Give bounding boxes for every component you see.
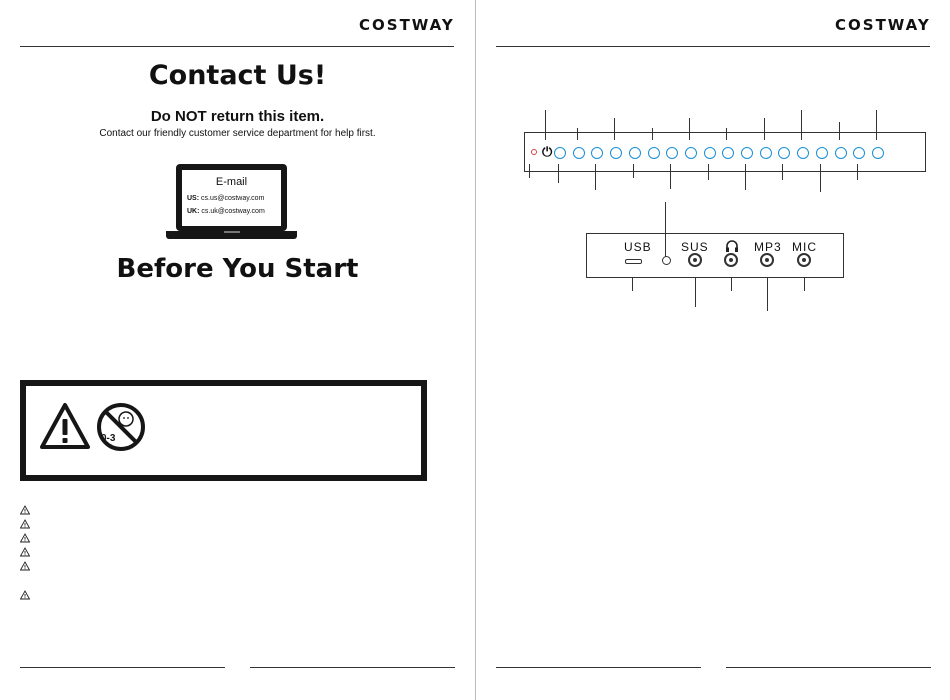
small-warning-icon [20,547,30,557]
control-button [853,147,865,159]
callout-down [595,164,596,190]
before-you-start-title: Before You Start [116,254,359,284]
control-panel-strip [524,132,926,172]
email-us [187,195,264,202]
control-button [704,147,716,159]
callout-mic [804,278,805,291]
small-warning-icon [20,533,30,543]
sus-label: SUS [681,240,709,254]
age-label: 0-3 [101,433,116,444]
power-icon: ⏻ [542,144,553,159]
mic-jack [797,253,811,267]
callout-down [820,164,821,192]
contact-title: Contact Us! [148,60,327,91]
callout-down [857,164,858,180]
email-uk [187,208,265,215]
control-button [666,147,678,159]
usb-port [625,259,642,264]
callout-reset [665,202,666,257]
callout-up [577,128,578,140]
control-button [573,147,585,159]
callout-down [708,164,709,180]
callout-down [745,164,746,190]
callout-up [764,118,765,140]
small-warning-icon [20,590,30,600]
small-warning-icon [20,505,30,515]
control-button [554,147,566,159]
callout-usb [632,278,633,291]
footer-rule [726,667,931,668]
callout-up [801,110,802,140]
warning-box [20,380,427,481]
small-warning-icon [20,519,30,529]
footer-rule [496,667,701,668]
control-button [648,147,660,159]
callout-up [545,110,546,140]
callout-down [558,164,559,183]
control-button [591,147,603,159]
no-children-under-3-icon [96,402,146,452]
callout-up [876,110,877,140]
mp3-label: MP3 [754,240,782,254]
do-not-return-heading: Do NOT return this item. [150,108,325,125]
email-uk-address: cs.uk@costway.com [201,208,265,215]
callout-up [614,118,615,140]
email-title: E-mail [215,176,248,188]
email-uk-label: UK: [187,208,200,215]
control-button [835,147,847,159]
right-page [476,0,950,700]
control-button [778,147,790,159]
headphone-icon [725,239,739,253]
brand-logo: COSTWAY [359,16,455,34]
callout-up [726,128,727,140]
email-display [182,170,281,226]
callout-sus [695,278,696,307]
control-button [872,147,884,159]
callout-down [670,164,671,189]
mic-label: MIC [792,240,817,254]
email-us-address: cs.us@costway.com [201,195,265,202]
power-led [531,149,537,155]
header-rule [20,46,454,47]
usb-label: USB [624,240,652,254]
contact-subtitle: Contact our friendly customer service department for help first. [99,128,376,139]
callout-up [839,122,840,140]
mp3-jack [760,253,774,267]
control-button [610,147,622,159]
email-us-label: US: [187,195,200,202]
control-button [760,147,772,159]
callout-up [689,118,690,140]
callout-up [652,128,653,140]
callout-mp3 [767,278,768,311]
control-button [629,147,641,159]
callout-headphone [731,278,732,291]
header-rule [496,46,930,47]
control-button [722,147,734,159]
headphone-jack [724,253,738,267]
callout-down [633,164,634,178]
reset-hole [662,256,671,265]
warning-triangle-icon [40,402,90,450]
control-button [797,147,809,159]
small-warning-icon [20,561,30,571]
laptop-notch [224,231,240,233]
callout-down [782,164,783,180]
footer-rule [250,667,455,668]
control-button [741,147,753,159]
brand-logo: COSTWAY [835,16,931,34]
laptop-base [166,231,297,239]
callout-down [529,164,530,178]
io-panel [586,233,844,278]
laptop-screen [176,164,287,231]
sus-jack [688,253,702,267]
footer-rule [20,667,225,668]
control-button [816,147,828,159]
control-button [685,147,697,159]
